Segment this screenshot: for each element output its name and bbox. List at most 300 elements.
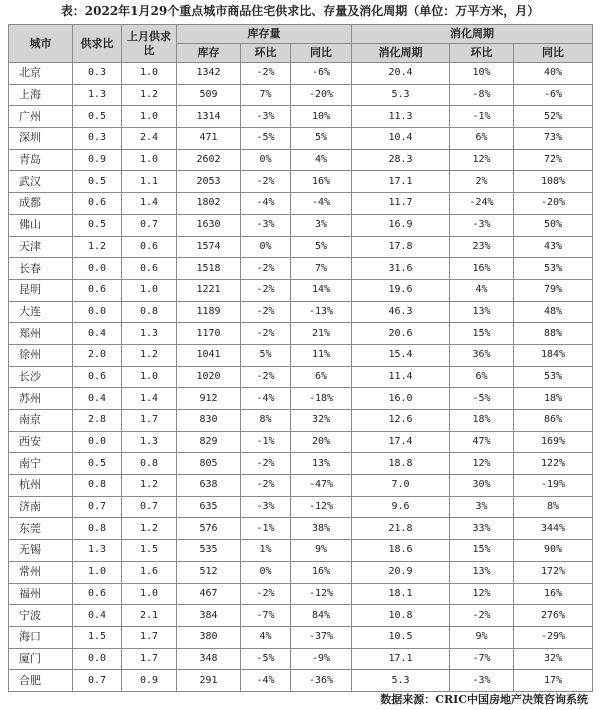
cell-inventory: 471 bbox=[177, 128, 241, 150]
cell-cycle-yoy: 344% bbox=[514, 518, 593, 540]
table-row bbox=[9, 626, 593, 648]
cell-last-month-ratio: 1.1 bbox=[122, 171, 177, 193]
cell-inventory: 576 bbox=[177, 518, 241, 540]
cell-inventory: 1574 bbox=[177, 236, 241, 258]
cell-supply-ratio: 2.0 bbox=[73, 344, 122, 366]
cell-city: 厦门 bbox=[9, 648, 73, 670]
cell-inventory-yoy: -12% bbox=[291, 496, 352, 518]
cell-cycle: 11.7 bbox=[352, 193, 450, 215]
cell-cycle-mom: -24% bbox=[450, 193, 514, 215]
cell-last-month-ratio: 1.2 bbox=[122, 475, 177, 497]
cell-inventory: 512 bbox=[177, 561, 241, 583]
cell-city: 海口 bbox=[9, 626, 73, 648]
cell-cycle-mom: 15% bbox=[450, 323, 514, 345]
cell-last-month-ratio: 0.8 bbox=[122, 453, 177, 475]
cell-cycle-mom: -2% bbox=[450, 605, 514, 627]
cell-city: 东莞 bbox=[9, 518, 73, 540]
cell-cycle-mom: 2% bbox=[450, 171, 514, 193]
cell-cycle: 17.4 bbox=[352, 431, 450, 453]
table-body bbox=[9, 63, 593, 692]
table-row bbox=[9, 605, 593, 627]
cell-city: 长春 bbox=[9, 258, 73, 280]
cell-cycle-mom: 47% bbox=[450, 431, 514, 453]
cell-inventory: 1041 bbox=[177, 344, 241, 366]
cell-cycle-mom: 12% bbox=[450, 453, 514, 475]
cell-cycle: 17.1 bbox=[352, 648, 450, 670]
cell-cycle-yoy: 73% bbox=[514, 128, 593, 150]
cell-inventory: 509 bbox=[177, 84, 241, 106]
cell-cycle-mom: -8% bbox=[450, 84, 514, 106]
cell-city: 青岛 bbox=[9, 149, 73, 171]
header-inventory: 库存 bbox=[177, 44, 241, 63]
cell-cycle-yoy: 32% bbox=[514, 648, 593, 670]
table-row bbox=[9, 171, 593, 193]
cell-inventory-mom: -7% bbox=[241, 605, 291, 627]
cell-inventory-mom: -1% bbox=[241, 431, 291, 453]
table-row bbox=[9, 214, 593, 236]
cell-last-month-ratio: 0.8 bbox=[122, 301, 177, 323]
cell-inventory-yoy: -18% bbox=[291, 388, 352, 410]
cell-cycle-mom: 9% bbox=[450, 626, 514, 648]
cell-inventory-mom: 1% bbox=[241, 540, 291, 562]
cell-inventory-yoy: -9% bbox=[291, 648, 352, 670]
cell-cycle: 16.9 bbox=[352, 214, 450, 236]
cell-cycle-yoy: 52% bbox=[514, 106, 593, 128]
cell-cycle: 5.3 bbox=[352, 84, 450, 106]
cell-city: 成都 bbox=[9, 193, 73, 215]
cell-inventory-mom: -2% bbox=[241, 475, 291, 497]
cell-supply-ratio: 0.6 bbox=[73, 193, 122, 215]
table-row bbox=[9, 648, 593, 670]
cell-cycle-mom: 23% bbox=[450, 236, 514, 258]
cell-last-month-ratio: 1.6 bbox=[122, 561, 177, 583]
cell-cycle-yoy: 40% bbox=[514, 63, 593, 85]
cell-inventory-yoy: -6% bbox=[291, 63, 352, 85]
cell-inventory-mom: 4% bbox=[241, 626, 291, 648]
cell-cycle: 11.4 bbox=[352, 366, 450, 388]
cell-cycle-mom: -1% bbox=[450, 106, 514, 128]
cell-cycle-yoy: 43% bbox=[514, 236, 593, 258]
cell-city: 郑州 bbox=[9, 323, 73, 345]
cell-city: 常州 bbox=[9, 561, 73, 583]
table-row bbox=[9, 388, 593, 410]
cell-supply-ratio: 0.0 bbox=[73, 258, 122, 280]
cell-inventory-yoy: -13% bbox=[291, 301, 352, 323]
cell-supply-ratio: 0.0 bbox=[73, 431, 122, 453]
cell-cycle-mom: 4% bbox=[450, 279, 514, 301]
cell-inventory-mom: -5% bbox=[241, 648, 291, 670]
cell-city: 佛山 bbox=[9, 214, 73, 236]
cell-cycle-yoy: 48% bbox=[514, 301, 593, 323]
cell-cycle: 7.0 bbox=[352, 475, 450, 497]
cell-cycle: 20.6 bbox=[352, 323, 450, 345]
cell-inventory-mom: -4% bbox=[241, 193, 291, 215]
cell-city: 天津 bbox=[9, 236, 73, 258]
cell-inventory-yoy: 5% bbox=[291, 128, 352, 150]
cell-supply-ratio: 0.0 bbox=[73, 301, 122, 323]
cell-cycle-mom: 6% bbox=[450, 128, 514, 150]
cell-cycle-yoy: 184% bbox=[514, 344, 593, 366]
cell-inventory: 1802 bbox=[177, 193, 241, 215]
cell-cycle-mom: 18% bbox=[450, 410, 514, 432]
table-row bbox=[9, 128, 593, 150]
cell-cycle: 16.0 bbox=[352, 388, 450, 410]
cell-inventory-mom: 0% bbox=[241, 561, 291, 583]
cell-cycle: 11.3 bbox=[352, 106, 450, 128]
table-row bbox=[9, 410, 593, 432]
cell-cycle-yoy: 88% bbox=[514, 323, 593, 345]
table-row bbox=[9, 475, 593, 497]
cell-cycle-yoy: 50% bbox=[514, 214, 593, 236]
cell-cycle: 18.1 bbox=[352, 583, 450, 605]
cell-supply-ratio: 0.6 bbox=[73, 583, 122, 605]
header-row-1 bbox=[9, 25, 593, 44]
cell-last-month-ratio: 1.2 bbox=[122, 84, 177, 106]
cell-inventory: 1189 bbox=[177, 301, 241, 323]
cell-inventory-mom: -2% bbox=[241, 323, 291, 345]
cell-last-month-ratio: 0.6 bbox=[122, 236, 177, 258]
cell-city: 南京 bbox=[9, 410, 73, 432]
cell-supply-ratio: 0.4 bbox=[73, 323, 122, 345]
cell-city: 无锡 bbox=[9, 540, 73, 562]
table-row bbox=[9, 323, 593, 345]
cell-inventory-mom: -1% bbox=[241, 518, 291, 540]
cell-inventory: 638 bbox=[177, 475, 241, 497]
table-row bbox=[9, 236, 593, 258]
cell-inventory-yoy: 20% bbox=[291, 431, 352, 453]
cell-city: 宁波 bbox=[9, 605, 73, 627]
cell-cycle: 17.8 bbox=[352, 236, 450, 258]
cell-inventory-yoy: -36% bbox=[291, 670, 352, 692]
cell-cycle: 20.4 bbox=[352, 63, 450, 85]
cell-city: 长沙 bbox=[9, 366, 73, 388]
cell-last-month-ratio: 1.7 bbox=[122, 626, 177, 648]
cell-cycle-yoy: 172% bbox=[514, 561, 593, 583]
cell-supply-ratio: 0.0 bbox=[73, 648, 122, 670]
cell-cycle-yoy: 108% bbox=[514, 171, 593, 193]
table-row bbox=[9, 258, 593, 280]
cell-inventory-mom: -3% bbox=[241, 106, 291, 128]
cell-last-month-ratio: 1.0 bbox=[122, 106, 177, 128]
cell-cycle-yoy: 86% bbox=[514, 410, 593, 432]
cell-inventory: 635 bbox=[177, 496, 241, 518]
cell-inventory-mom: -4% bbox=[241, 670, 291, 692]
table-row bbox=[9, 106, 593, 128]
cell-supply-ratio: 0.5 bbox=[73, 214, 122, 236]
cell-cycle-mom: 13% bbox=[450, 561, 514, 583]
cell-cycle-yoy: 79% bbox=[514, 279, 593, 301]
cell-inventory-yoy: 32% bbox=[291, 410, 352, 432]
cell-city: 广州 bbox=[9, 106, 73, 128]
cell-supply-ratio: 0.8 bbox=[73, 518, 122, 540]
header-cycle-mom: 环比 bbox=[450, 44, 514, 63]
cell-cycle-yoy: 18% bbox=[514, 388, 593, 410]
cell-cycle-mom: 13% bbox=[450, 301, 514, 323]
cell-cycle-mom: -5% bbox=[450, 388, 514, 410]
table-title: 表：2022年1月29个重点城市商品住宅供求比、存量及消化周期（单位：万平方米，月） bbox=[60, 4, 540, 18]
cell-inventory-mom: -4% bbox=[241, 388, 291, 410]
cell-last-month-ratio: 1.0 bbox=[122, 583, 177, 605]
cell-inventory-mom: 0% bbox=[241, 236, 291, 258]
cell-last-month-ratio: 1.3 bbox=[122, 323, 177, 345]
header-cycle-yoy: 同比 bbox=[514, 44, 593, 63]
cell-cycle-mom: 33% bbox=[450, 518, 514, 540]
cell-cycle: 46.3 bbox=[352, 301, 450, 323]
cell-city: 西安 bbox=[9, 431, 73, 453]
cell-city: 上海 bbox=[9, 84, 73, 106]
cell-inventory: 1630 bbox=[177, 214, 241, 236]
cell-inventory: 384 bbox=[177, 605, 241, 627]
cell-city: 大连 bbox=[9, 301, 73, 323]
table-row bbox=[9, 344, 593, 366]
cell-inventory: 829 bbox=[177, 431, 241, 453]
cell-city: 杭州 bbox=[9, 475, 73, 497]
header-supply-ratio: 供求比 bbox=[73, 25, 122, 63]
cell-cycle-yoy: 16% bbox=[514, 583, 593, 605]
cell-cycle-yoy: 53% bbox=[514, 366, 593, 388]
cell-inventory-yoy: 6% bbox=[291, 366, 352, 388]
cell-inventory: 348 bbox=[177, 648, 241, 670]
cell-cycle-mom: -3% bbox=[450, 214, 514, 236]
cell-inventory-yoy: 21% bbox=[291, 323, 352, 345]
cell-supply-ratio: 0.8 bbox=[73, 475, 122, 497]
cell-last-month-ratio: 1.0 bbox=[122, 279, 177, 301]
cell-inventory-mom: -2% bbox=[241, 583, 291, 605]
housing-data-table bbox=[8, 24, 593, 692]
cell-cycle-mom: 12% bbox=[450, 583, 514, 605]
table-row bbox=[9, 149, 593, 171]
cell-city: 济南 bbox=[9, 496, 73, 518]
cell-cycle: 28.3 bbox=[352, 149, 450, 171]
cell-cycle-mom: -3% bbox=[450, 670, 514, 692]
table-row bbox=[9, 453, 593, 475]
cell-city: 武汉 bbox=[9, 171, 73, 193]
cell-supply-ratio: 1.3 bbox=[73, 540, 122, 562]
cell-inventory: 467 bbox=[177, 583, 241, 605]
cell-supply-ratio: 0.4 bbox=[73, 605, 122, 627]
cell-last-month-ratio: 0.6 bbox=[122, 258, 177, 280]
cell-supply-ratio: 1.5 bbox=[73, 626, 122, 648]
header-cycle-group: 消化周期 bbox=[352, 25, 593, 44]
header-cycle: 消化周期 bbox=[352, 44, 450, 63]
cell-inventory: 1020 bbox=[177, 366, 241, 388]
header-inventory-mom: 环比 bbox=[241, 44, 291, 63]
cell-inventory-mom: -2% bbox=[241, 453, 291, 475]
cell-supply-ratio: 1.2 bbox=[73, 236, 122, 258]
cell-inventory-yoy: 11% bbox=[291, 344, 352, 366]
cell-inventory-mom: -2% bbox=[241, 366, 291, 388]
cell-inventory-yoy: 10% bbox=[291, 106, 352, 128]
cell-last-month-ratio: 1.0 bbox=[122, 63, 177, 85]
cell-last-month-ratio: 1.4 bbox=[122, 388, 177, 410]
cell-inventory-mom: -2% bbox=[241, 301, 291, 323]
table-row bbox=[9, 193, 593, 215]
table-row bbox=[9, 431, 593, 453]
cell-inventory: 1342 bbox=[177, 63, 241, 85]
cell-city: 徐州 bbox=[9, 344, 73, 366]
cell-inventory: 535 bbox=[177, 540, 241, 562]
cell-cycle: 31.6 bbox=[352, 258, 450, 280]
cell-supply-ratio: 0.6 bbox=[73, 279, 122, 301]
cell-inventory-yoy: 38% bbox=[291, 518, 352, 540]
cell-cycle-mom: 6% bbox=[450, 366, 514, 388]
cell-city: 合肥 bbox=[9, 670, 73, 692]
cell-last-month-ratio: 1.3 bbox=[122, 431, 177, 453]
cell-inventory-mom: 8% bbox=[241, 410, 291, 432]
cell-supply-ratio: 2.8 bbox=[73, 410, 122, 432]
cell-last-month-ratio: 2.1 bbox=[122, 605, 177, 627]
cell-cycle-mom: 12% bbox=[450, 149, 514, 171]
table-row bbox=[9, 63, 593, 85]
table-row bbox=[9, 496, 593, 518]
cell-last-month-ratio: 1.5 bbox=[122, 540, 177, 562]
cell-last-month-ratio: 1.0 bbox=[122, 366, 177, 388]
cell-cycle-mom: 3% bbox=[450, 496, 514, 518]
cell-cycle: 21.8 bbox=[352, 518, 450, 540]
cell-cycle: 20.9 bbox=[352, 561, 450, 583]
cell-cycle: 15.4 bbox=[352, 344, 450, 366]
cell-cycle-mom: -7% bbox=[450, 648, 514, 670]
cell-inventory-yoy: -4% bbox=[291, 193, 352, 215]
cell-city: 深圳 bbox=[9, 128, 73, 150]
cell-inventory-yoy: -47% bbox=[291, 475, 352, 497]
cell-cycle-yoy: 17% bbox=[514, 670, 593, 692]
data-source-note: 数据来源：CRIC中国房地产决策咨询系统 bbox=[380, 693, 588, 706]
table-row bbox=[9, 670, 593, 692]
cell-cycle-yoy: 72% bbox=[514, 149, 593, 171]
cell-inventory-yoy: 9% bbox=[291, 540, 352, 562]
cell-last-month-ratio: 1.4 bbox=[122, 193, 177, 215]
cell-inventory-mom: -3% bbox=[241, 214, 291, 236]
table-row bbox=[9, 518, 593, 540]
cell-inventory: 2602 bbox=[177, 149, 241, 171]
cell-cycle-mom: 36% bbox=[450, 344, 514, 366]
table-row bbox=[9, 366, 593, 388]
cell-inventory-yoy: -37% bbox=[291, 626, 352, 648]
table-row bbox=[9, 583, 593, 605]
cell-cycle-yoy: 90% bbox=[514, 540, 593, 562]
cell-cycle-mom: 10% bbox=[450, 63, 514, 85]
table-row bbox=[9, 84, 593, 106]
cell-cycle: 17.1 bbox=[352, 171, 450, 193]
cell-cycle: 12.6 bbox=[352, 410, 450, 432]
cell-cycle: 10.4 bbox=[352, 128, 450, 150]
cell-cycle: 10.5 bbox=[352, 626, 450, 648]
cell-inventory-mom: -2% bbox=[241, 258, 291, 280]
cell-cycle: 18.8 bbox=[352, 453, 450, 475]
cell-supply-ratio: 0.6 bbox=[73, 366, 122, 388]
cell-last-month-ratio: 1.2 bbox=[122, 518, 177, 540]
cell-city: 昆明 bbox=[9, 279, 73, 301]
cell-inventory-yoy: 13% bbox=[291, 453, 352, 475]
cell-cycle: 9.6 bbox=[352, 496, 450, 518]
cell-inventory-mom: -2% bbox=[241, 279, 291, 301]
cell-cycle: 18.6 bbox=[352, 540, 450, 562]
cell-cycle-mom: 30% bbox=[450, 475, 514, 497]
cell-cycle-yoy: -19% bbox=[514, 475, 593, 497]
cell-city: 南宁 bbox=[9, 453, 73, 475]
cell-supply-ratio: 0.7 bbox=[73, 496, 122, 518]
cell-inventory-yoy: -20% bbox=[291, 84, 352, 106]
cell-last-month-ratio: 0.7 bbox=[122, 214, 177, 236]
cell-inventory-yoy: 16% bbox=[291, 561, 352, 583]
cell-last-month-ratio: 1.7 bbox=[122, 648, 177, 670]
cell-cycle-yoy: 8% bbox=[514, 496, 593, 518]
cell-supply-ratio: 0.7 bbox=[73, 670, 122, 692]
cell-last-month-ratio: 1.0 bbox=[122, 149, 177, 171]
cell-inventory-yoy: 14% bbox=[291, 279, 352, 301]
cell-inventory: 830 bbox=[177, 410, 241, 432]
cell-inventory-yoy: 16% bbox=[291, 171, 352, 193]
cell-inventory-mom: 0% bbox=[241, 149, 291, 171]
cell-cycle: 10.8 bbox=[352, 605, 450, 627]
cell-supply-ratio: 0.5 bbox=[73, 453, 122, 475]
header-city: 城市 bbox=[9, 25, 73, 63]
cell-city: 福州 bbox=[9, 583, 73, 605]
cell-cycle-yoy: 169% bbox=[514, 431, 593, 453]
cell-cycle: 19.6 bbox=[352, 279, 450, 301]
cell-supply-ratio: 0.9 bbox=[73, 149, 122, 171]
cell-city: 苏州 bbox=[9, 388, 73, 410]
cell-inventory: 291 bbox=[177, 670, 241, 692]
cell-inventory-yoy: 3% bbox=[291, 214, 352, 236]
cell-supply-ratio: 0.3 bbox=[73, 63, 122, 85]
cell-inventory-mom: -3% bbox=[241, 496, 291, 518]
cell-inventory-mom: 7% bbox=[241, 84, 291, 106]
cell-supply-ratio: 0.5 bbox=[73, 106, 122, 128]
header-last-month-ratio: 上月供求比 bbox=[122, 25, 177, 63]
cell-cycle-yoy: -6% bbox=[514, 84, 593, 106]
cell-last-month-ratio: 2.4 bbox=[122, 128, 177, 150]
cell-last-month-ratio: 0.9 bbox=[122, 670, 177, 692]
cell-cycle: 5.3 bbox=[352, 670, 450, 692]
cell-supply-ratio: 1.0 bbox=[73, 561, 122, 583]
table-row bbox=[9, 540, 593, 562]
cell-inventory: 1314 bbox=[177, 106, 241, 128]
cell-inventory: 1518 bbox=[177, 258, 241, 280]
cell-cycle-yoy: 122% bbox=[514, 453, 593, 475]
cell-inventory-yoy: 84% bbox=[291, 605, 352, 627]
cell-last-month-ratio: 1.7 bbox=[122, 410, 177, 432]
cell-inventory: 1221 bbox=[177, 279, 241, 301]
table-row bbox=[9, 561, 593, 583]
cell-last-month-ratio: 1.2 bbox=[122, 344, 177, 366]
cell-inventory-yoy: -12% bbox=[291, 583, 352, 605]
cell-city: 北京 bbox=[9, 63, 73, 85]
table-row bbox=[9, 279, 593, 301]
cell-cycle-yoy: 276% bbox=[514, 605, 593, 627]
cell-inventory-mom: -2% bbox=[241, 171, 291, 193]
cell-inventory-yoy: 4% bbox=[291, 149, 352, 171]
cell-supply-ratio: 0.5 bbox=[73, 171, 122, 193]
cell-cycle-mom: 16% bbox=[450, 258, 514, 280]
cell-inventory: 912 bbox=[177, 388, 241, 410]
cell-inventory: 1170 bbox=[177, 323, 241, 345]
cell-cycle-mom: 15% bbox=[450, 540, 514, 562]
cell-last-month-ratio: 0.7 bbox=[122, 496, 177, 518]
cell-inventory-mom: -2% bbox=[241, 63, 291, 85]
cell-inventory: 2053 bbox=[177, 171, 241, 193]
cell-inventory: 380 bbox=[177, 626, 241, 648]
cell-supply-ratio: 0.4 bbox=[73, 388, 122, 410]
header-inventory-yoy: 同比 bbox=[291, 44, 352, 63]
cell-inventory: 805 bbox=[177, 453, 241, 475]
cell-cycle-yoy: 53% bbox=[514, 258, 593, 280]
cell-cycle-yoy: -29% bbox=[514, 626, 593, 648]
cell-inventory-yoy: 7% bbox=[291, 258, 352, 280]
header-inventory-group: 库存量 bbox=[177, 25, 352, 44]
cell-supply-ratio: 0.3 bbox=[73, 128, 122, 150]
